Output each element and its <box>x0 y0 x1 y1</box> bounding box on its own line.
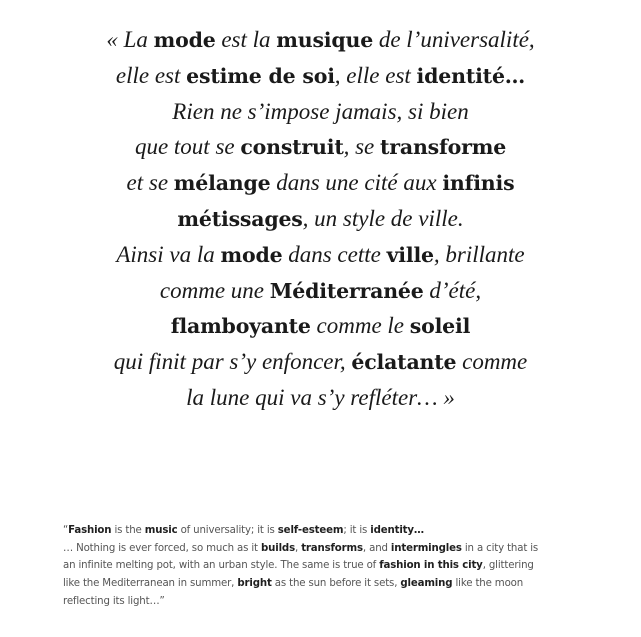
quote-emphasis: infinis <box>442 171 515 196</box>
translation-emphasis: transforms <box>301 542 363 554</box>
translation-text: , and <box>362 542 391 554</box>
translation-text: an infinite melting pot, with an urban style. The same is true of <box>63 560 380 572</box>
translation-emphasis: music <box>144 525 178 536</box>
translation-text: , <box>295 542 302 554</box>
quote-line <box>0 237 641 273</box>
quote-text: dans cette <box>282 241 387 267</box>
quote-emphasis: identité… <box>416 63 526 88</box>
translation-text: , glittering <box>482 560 534 572</box>
quote-text: que tout se <box>134 134 241 160</box>
translation-line <box>63 522 623 540</box>
quote-line <box>0 22 641 58</box>
quote-text: elle est <box>115 62 187 88</box>
quote-emphasis: Méditerranée <box>269 278 424 303</box>
quote-line <box>0 94 641 130</box>
translation-emphasis: builds <box>261 542 295 554</box>
quote-text: et se <box>126 170 174 196</box>
quote-emphasis: métissages <box>177 206 303 231</box>
quote-emphasis: musique <box>276 28 374 52</box>
translation-text: … Nothing is ever forced, so much as it <box>63 542 261 554</box>
quote-line <box>0 344 641 380</box>
translation-emphasis: identity… <box>370 525 424 536</box>
translation-emphasis: fashion in this city <box>379 560 483 572</box>
quote-emphasis: construit <box>240 135 344 160</box>
quote-line <box>0 165 641 201</box>
quote-text: comme <box>456 349 528 375</box>
quote-text: « La <box>106 27 154 52</box>
quote-text: la lune qui va s’y refléter… » <box>186 384 455 410</box>
quote-emphasis: mélange <box>173 171 271 196</box>
quote-emphasis: ville <box>386 242 434 267</box>
english-translation <box>63 522 623 610</box>
quote-text: d’été, <box>423 277 482 303</box>
quote-line <box>0 273 641 309</box>
quote-text: , elle est <box>334 62 417 88</box>
quote-emphasis: estime de soi <box>186 63 335 88</box>
translation-emphasis: Fashion <box>68 525 112 536</box>
translation-emphasis: self-esteem <box>277 525 344 536</box>
quote-text: , un style de ville. <box>302 205 464 231</box>
translation-text: reflecting its light…” <box>63 595 165 607</box>
quote-emphasis: éclatante <box>351 350 457 375</box>
translation-text: as the sun before it sets, <box>271 578 401 590</box>
quote-line <box>0 58 641 94</box>
quote-text: qui finit par s’y enfoncer, <box>113 349 352 375</box>
quote-line <box>0 129 641 165</box>
quote-text: , se <box>343 134 381 160</box>
quote-emphasis: flamboyante <box>170 314 311 339</box>
translation-line <box>63 575 623 593</box>
quote-line <box>0 308 641 344</box>
quote-text: comme le <box>310 313 410 339</box>
translation-line <box>63 540 623 558</box>
quote-text: dans une cité aux <box>270 170 443 196</box>
translation-emphasis: bright <box>237 578 272 590</box>
quote-emphasis: soleil <box>409 314 471 339</box>
quote-text: Ainsi va la <box>116 241 221 267</box>
quote-line <box>0 201 641 237</box>
translation-line <box>63 557 623 575</box>
quote-text: Rien ne s’impose jamais, si bien <box>172 98 469 124</box>
translation-text: ; it is <box>343 525 371 536</box>
translation-emphasis: intermingles <box>390 542 462 554</box>
quote-emphasis: mode <box>220 242 283 267</box>
translation-text: in a city that is <box>461 542 539 554</box>
quote-text: de l’universalité, <box>373 27 535 52</box>
translation-emphasis: gleaming <box>400 578 453 590</box>
translation-text: “ <box>63 525 69 536</box>
quote-emphasis: transforme <box>380 135 507 160</box>
quote-text: , brillante <box>433 241 525 267</box>
translation-text: of universality; it is <box>177 525 278 536</box>
quote-text: est la <box>215 27 277 52</box>
quote-emphasis: mode <box>153 28 216 52</box>
quote-text: comme une <box>159 277 270 303</box>
translation-line <box>63 593 623 611</box>
translation-text: like the moon <box>452 578 524 590</box>
quote-line <box>0 380 641 416</box>
translation-text: is the <box>111 525 145 536</box>
french-quote <box>0 22 641 416</box>
translation-text: like the Mediterranean in summer, <box>63 578 238 590</box>
